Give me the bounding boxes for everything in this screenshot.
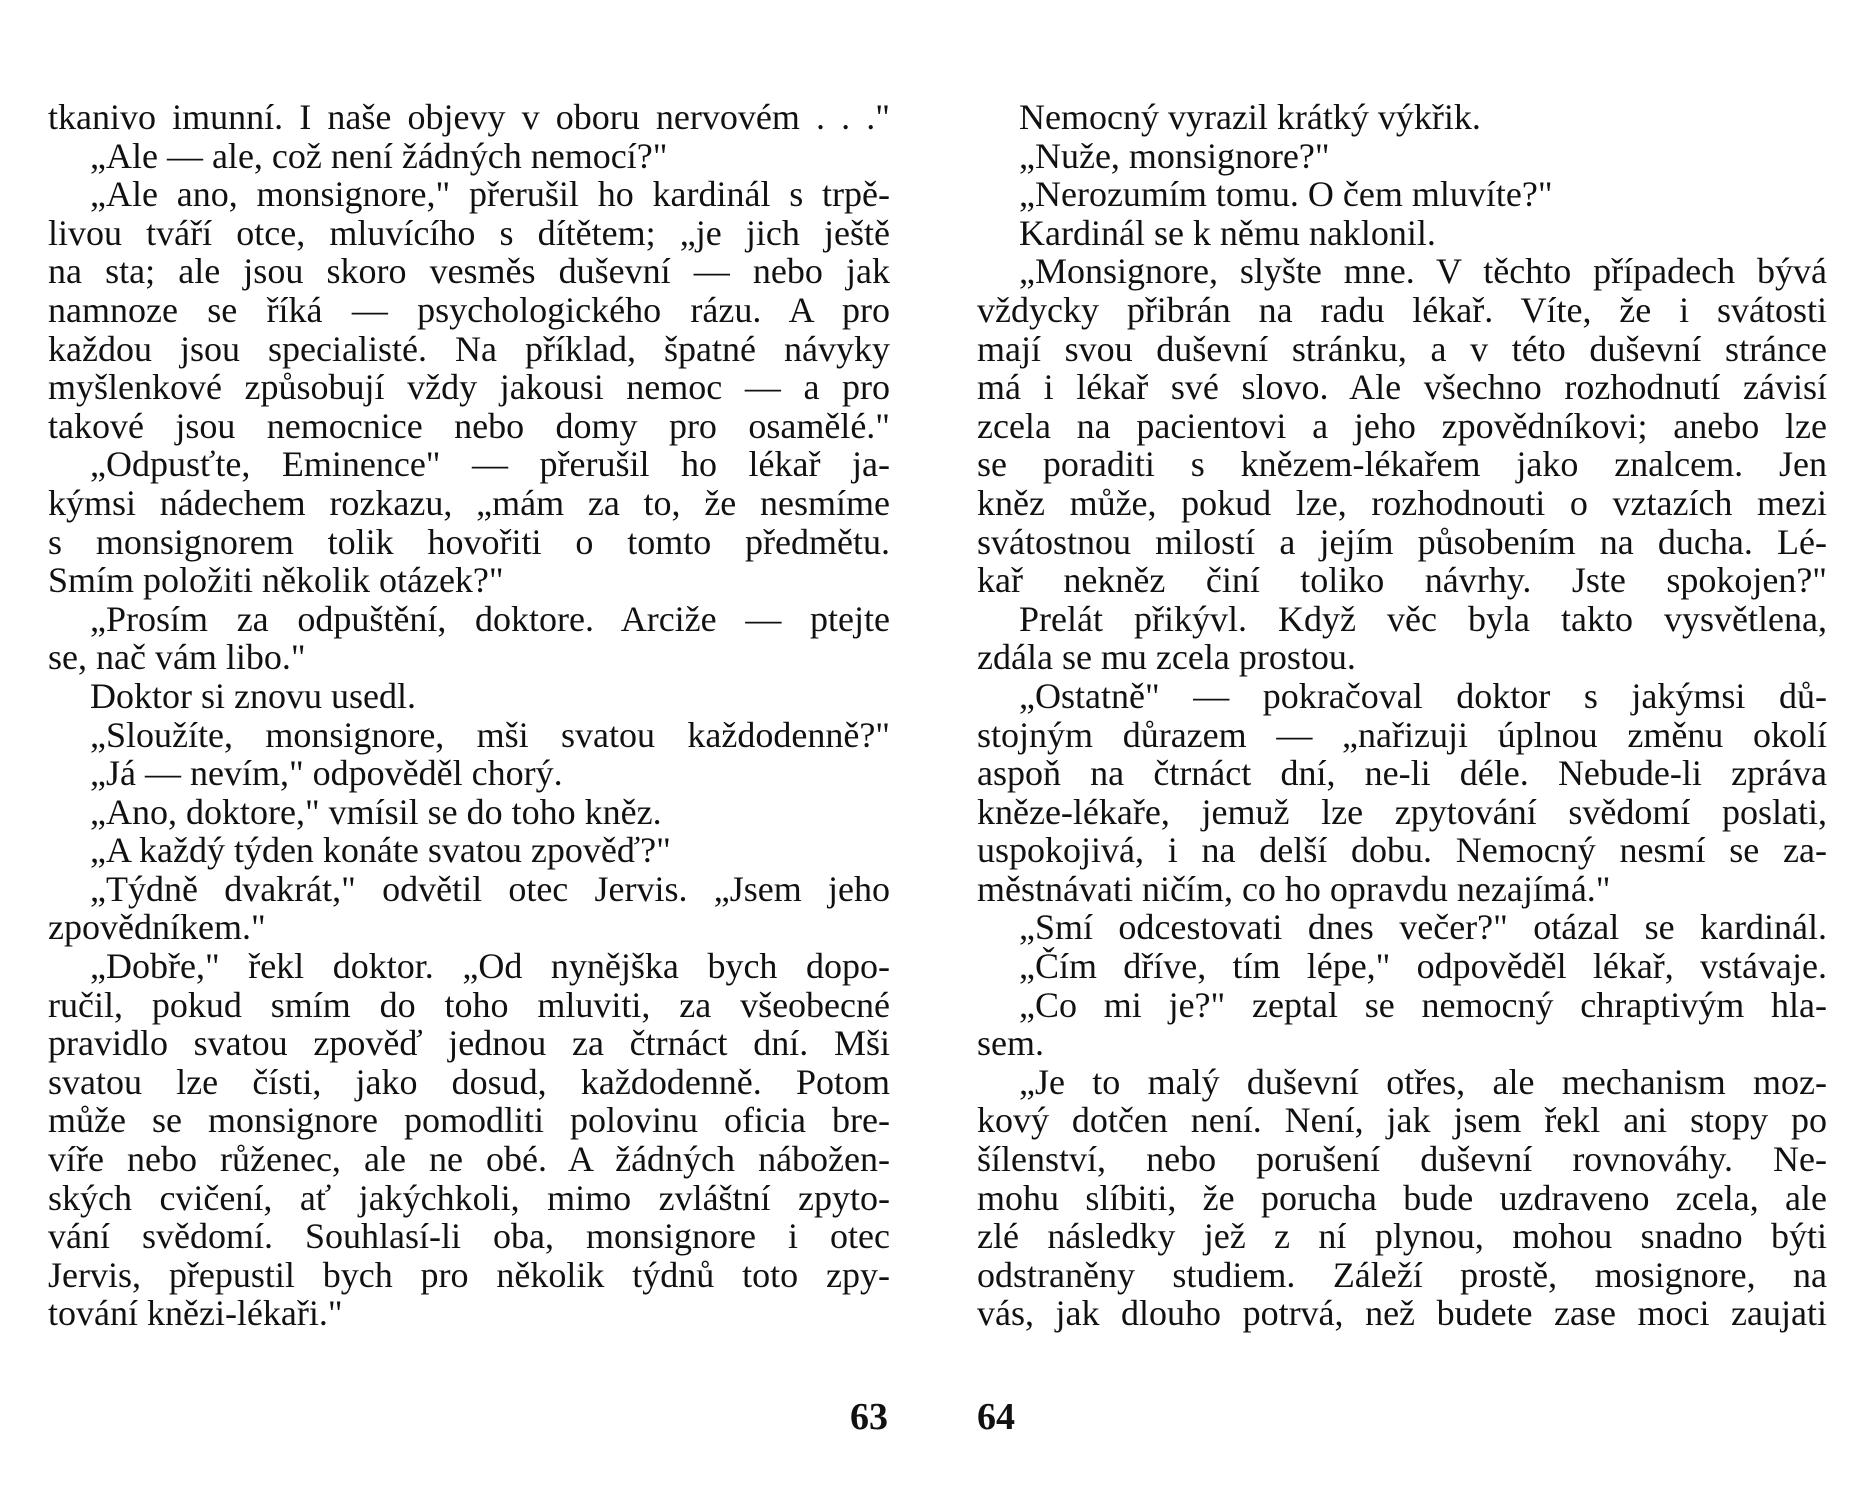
text-line: mohu slíbiti, že porucha bude uzdraveno zcela, ale [977, 1177, 1827, 1218]
text-line: „Ale ano, monsignore," přerušil ho kardinál s trpě- [90, 174, 890, 215]
right-page-text [977, 98, 1827, 1333]
text-line: vání svědomí. Souhlasí-li oba, monsignore i otec [48, 1216, 890, 1257]
text-line: ských cvičení, ať jakýchkoli, mimo zvláštní zpyto- [48, 1177, 890, 1218]
text-line: se poraditi s knězem-lékařem jako znalcem. Jen [977, 444, 1827, 485]
page-number-right: 64 [977, 1396, 1015, 1438]
text-line: „Já — nevím," odpověděl chorý. [90, 753, 563, 794]
text-line: tování knězi-lékaři." [48, 1293, 343, 1334]
text-line: kněze-lékaře, jemuž lze zpytování svědomí poslati, [977, 791, 1827, 832]
text-line: sem. [977, 1023, 1044, 1064]
text-line: „Odpusťte, Eminence" — přerušil ho lékař ja- [90, 444, 890, 485]
page-number-left: 63 [850, 1396, 888, 1438]
text-line: myšlenkové způsobují vždy jakousi nemoc — a pro [48, 367, 890, 408]
text-line: aspoň na čtrnáct dní, ne-li déle. Nebude-li zpráva [977, 753, 1827, 794]
text-line: „Smí odcestovati dnes večer?" otázal se kardinál. [1019, 907, 1827, 948]
text-line: kový dotčen není. Není, jak jsem řekl ani stopy po [977, 1100, 1827, 1141]
text-line: „Ano, doktore," vmísil se do toho kněz. [90, 791, 662, 832]
text-line: může se monsignore pomodliti polovinu oficia bre- [48, 1100, 890, 1141]
text-line: víře nebo růženec, ale ne obé. A žádných nábožen- [48, 1139, 890, 1180]
text-line: „Sloužíte, monsignore, mši svatou každodenně?" [90, 714, 890, 755]
text-line: „Týdně dvakrát," odvětil otec Jervis. „Jsem jeho [90, 868, 890, 909]
text-line: má i lékař své slovo. Ale všechno rozhodnutí závisí [977, 367, 1827, 408]
text-line: zlé následky jež z ní plynou, mohou snadno býti [977, 1216, 1827, 1257]
text-line: s monsignorem tolik hovořiti o tomto předmětu. [48, 521, 890, 562]
text-line: kněz může, pokud lze, rozhodnouti o vztazích mezi [977, 482, 1827, 523]
text-line: stojným důrazem — „nařizuji úplnou změnu okolí [977, 714, 1827, 755]
left-page-text [48, 98, 890, 1333]
text-line: Nemocný vyrazil krátký výkřik. [1019, 97, 1481, 137]
text-line: uspokojivá, i na delší dobu. Nemocný nesmí se za- [977, 830, 1827, 871]
text-line: „A každý týden konáte svatou zpověď?" [90, 830, 671, 871]
text-line: mají svou duševní stránku, a v této duševní stránce [977, 328, 1827, 369]
text-line: „Nuže, monsignore?" [1019, 135, 1330, 176]
text-line: Jervis, přepustil bych pro několik týdnů toto zpy- [48, 1254, 890, 1295]
text-line: Prelát přikývl. Když věc byla takto vysvětlena, [1019, 598, 1827, 639]
text-line: „Je to malý duševní otřes, ale mechanism moz- [1019, 1061, 1827, 1102]
text-line: „Prosím za odpuštění, doktore. Arciže — ptejte [90, 598, 890, 639]
text-line: „Nerozumím tomu. O čem mluvíte?" [1019, 174, 1553, 215]
text-line: „Ostatně" — pokračoval doktor s jakýmsi dů- [1019, 675, 1827, 716]
text-line: zdála se mu zcela prostou. [977, 637, 1356, 678]
text-line: Doktor si znovu usedl. [90, 675, 416, 716]
text-line: namnoze se říká — psychologického rázu. A pro [48, 289, 890, 330]
text-line: „Co mi je?" zeptal se nemocný chraptivým hla- [1019, 984, 1827, 1025]
text-line: livou tváří otce, mluvícího s dítětem; „je jich ještě [48, 212, 890, 253]
text-line: kař nekněz činí toliko návrhy. Jste spokojen?" [977, 560, 1827, 601]
text-line: Kardinál se k němu naklonil. [1019, 212, 1436, 253]
text-line: kýmsi nádechem rozkazu, „mám za to, že nesmíme [48, 482, 890, 523]
text-line: svatou lze čísti, jako dosud, každodenně. Potom [48, 1061, 890, 1102]
text-line: šílenství, nebo porušení duševní rovnováhy. Ne- [977, 1139, 1827, 1180]
text-line: „Ale — ale, což není žádných nemocí?" [90, 135, 668, 176]
text-line: pravidlo svatou zpověď jednou za čtrnáct dní. Mši [48, 1023, 890, 1064]
text-line: takové jsou nemocnice nebo domy pro osamělé." [48, 405, 890, 446]
text-line: městnávati ničím, co ho opravdu nezajímá." [977, 868, 1611, 909]
text-line: ručil, pokud smím do toho mluviti, za všeobecné [48, 984, 890, 1025]
text-line: každou jsou specialisté. Na příklad, špatné návyky [48, 328, 890, 369]
text-line: vás, jak dlouho potrvá, než budete zase moci zaujati [977, 1293, 1827, 1334]
text-line: odstraněny studiem. Záleží prostě, mosignore, na [977, 1254, 1827, 1295]
text-line: se, nač vám libo." [48, 637, 306, 678]
text-line: na sta; ale jsou skoro vesměs duševní — nebo jak [48, 251, 890, 292]
text-line: „Dobře," řekl doktor. „Od nynějška bych dopo- [90, 946, 890, 987]
text-line: „Čím dříve, tím lépe," odpověděl lékař, vstávaje. [1019, 946, 1827, 987]
text-line: vždycky přibrán na radu lékař. Víte, že i svátosti [977, 289, 1827, 330]
text-line: „Monsignore, slyšte mne. V těchto případech bývá [1019, 251, 1827, 292]
text-line: zcela na pacientovi a jeho zpovědníkovi; anebo lze [977, 405, 1827, 446]
text-line: zpovědníkem." [48, 907, 266, 948]
text-line: tkanivo imunní. I naše objevy v oboru nervovém . . ." [48, 97, 890, 137]
text-line: Smím položiti několik otázek?" [48, 560, 504, 601]
text-line: svátostnou milostí a jejím působením na ducha. Lé- [977, 521, 1827, 562]
